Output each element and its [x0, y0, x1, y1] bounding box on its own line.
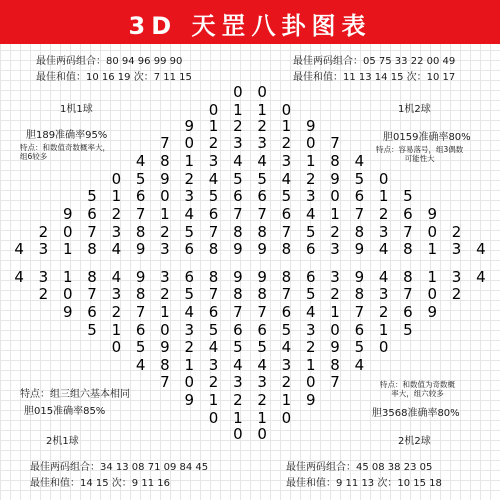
- top-left-best-sums: 最佳和值：10 16 19 次：7 11 15: [36, 72, 192, 83]
- diamond-digit: 4: [233, 356, 243, 374]
- diamond-digit: 8: [330, 356, 340, 374]
- diamond-digit: 9: [354, 268, 365, 286]
- diamond-digit: 6: [281, 205, 292, 223]
- diamond-digit: 3: [257, 134, 267, 152]
- diamond-digit: 2: [378, 303, 389, 321]
- diamond-digit: 0: [378, 338, 389, 356]
- diamond-digit: 1: [233, 101, 243, 119]
- diamond-digit: 2: [305, 338, 316, 356]
- diamond-digit: 6: [233, 321, 243, 339]
- diamond-digit: 9: [257, 240, 267, 258]
- diamond-digit: 1: [257, 409, 267, 427]
- diamond-digit: 8: [354, 285, 365, 303]
- diamond-digit: 3: [208, 152, 219, 170]
- diamond-digit: 9: [257, 268, 267, 286]
- diamond-digit: 7: [330, 373, 340, 391]
- diamond-digit: 6: [135, 187, 146, 205]
- diamond-digit: 9: [135, 240, 146, 258]
- diamond-digit: 0: [427, 223, 438, 241]
- diamond-digit: 6: [184, 268, 195, 286]
- top-right-bile-rate: 胆0159准确率80%: [383, 132, 471, 143]
- diamond-digit: 4: [257, 152, 267, 170]
- diamond-digit: 4: [281, 338, 292, 356]
- diamond-digit: 5: [135, 338, 146, 356]
- diamond-digit: 7: [403, 285, 413, 303]
- diamond-digit: 1: [62, 268, 73, 286]
- diamond-digit: 0: [330, 321, 340, 339]
- diamond-digit: 7: [135, 205, 146, 223]
- diamond-digit: 4: [476, 240, 486, 258]
- diamond-digit: 1: [427, 240, 438, 258]
- diamond-digit: 3: [281, 152, 292, 170]
- diamond-digit: 2: [38, 223, 49, 241]
- diamond-digit: 1: [233, 409, 243, 427]
- diamond-digit: 2: [305, 170, 316, 188]
- diamond-digit: 1: [257, 101, 267, 119]
- diamond-digit: 7: [354, 303, 365, 321]
- diamond-digit: 0: [184, 373, 195, 391]
- diamond-digit: 3: [305, 321, 316, 339]
- diamond-digit: 8: [233, 223, 243, 241]
- page-title: 3D 天罡八卦图表: [128, 12, 372, 40]
- diamond-digit: 0: [184, 134, 195, 152]
- top-left-machine-ball: 1机1球: [60, 104, 93, 115]
- diamond-digit: 2: [281, 134, 292, 152]
- diamond-digit: 9: [135, 268, 146, 286]
- diamond-digit: 4: [354, 152, 365, 170]
- top-left-best-pairs: 最佳两码组合：80 94 96 99 90: [36, 56, 183, 67]
- diamond-digit: 9: [233, 240, 243, 258]
- diamond-digit: 3: [378, 285, 389, 303]
- diamond-digit: 9: [62, 205, 73, 223]
- bottom-right-bile-rate: 胆3568准确率80%: [372, 408, 460, 419]
- diamond-digit: 4: [305, 303, 316, 321]
- diamond-digit: 0: [257, 425, 267, 443]
- diamond-digit: 9: [160, 170, 170, 188]
- diamond-digit: 8: [160, 152, 170, 170]
- diamond-digit: 4: [111, 240, 122, 258]
- diamond-digit: 5: [184, 223, 195, 241]
- diamond-digit: 9: [305, 117, 316, 135]
- diamond-digit: 0: [111, 338, 122, 356]
- diamond-digit: 5: [281, 187, 292, 205]
- diamond-digit: 7: [208, 285, 219, 303]
- diamond-digit: 6: [87, 205, 97, 223]
- diamond-digit: 6: [354, 187, 365, 205]
- diamond-digit: 2: [160, 223, 170, 241]
- diamond-digit: 2: [160, 285, 170, 303]
- diamond-digit: 8: [257, 223, 267, 241]
- bottom-left-bile-rate: 胆015准确率85%: [24, 406, 106, 417]
- diamond-digit: 0: [305, 373, 316, 391]
- diamond-digit: 2: [451, 223, 462, 241]
- diamond-digit: 0: [257, 83, 267, 101]
- diamond-digit: 4: [184, 303, 195, 321]
- diamond-digit: 0: [62, 285, 73, 303]
- diamond-digit: 5: [233, 170, 243, 188]
- diamond-digit: 8: [208, 268, 219, 286]
- diamond-digit: 8: [403, 240, 413, 258]
- diamond-digit: 5: [354, 338, 365, 356]
- bottom-right-machine-ball: 2机2球: [398, 436, 431, 447]
- diamond-digit: 6: [135, 321, 146, 339]
- diamond-digit: 2: [330, 223, 340, 241]
- diamond-digit: 5: [233, 338, 243, 356]
- bottom-left-machine-ball: 2机1球: [46, 436, 79, 447]
- diamond-digit: 8: [281, 268, 292, 286]
- bottom-left-feature: 特点：组三组六基本相同: [20, 389, 130, 400]
- diamond-digit: 1: [208, 117, 219, 135]
- diamond-digit: 0: [378, 170, 389, 188]
- diamond-digit: 3: [160, 240, 170, 258]
- diamond-digit: 3: [233, 134, 243, 152]
- diamond-digit: 5: [354, 170, 365, 188]
- diamond-digit: 4: [305, 205, 316, 223]
- diamond-digit: 5: [305, 223, 316, 241]
- diamond-digit: 2: [233, 391, 243, 409]
- bottom-right-feature: 特点：和数值为奇数概 率大，组六较多: [380, 380, 455, 398]
- diamond-digit: 7: [208, 223, 219, 241]
- diamond-digit: 2: [281, 373, 292, 391]
- diamond-digit: 0: [281, 409, 292, 427]
- diamond-digit: 7: [354, 205, 365, 223]
- diamond-digit: 0: [208, 101, 219, 119]
- diamond-digit: 3: [330, 240, 340, 258]
- diamond-digit: 1: [62, 240, 73, 258]
- diamond-digit: 1: [160, 303, 170, 321]
- diamond-digit: 6: [208, 303, 219, 321]
- diamond-digit: 6: [403, 205, 413, 223]
- diamond-digit: 8: [87, 268, 97, 286]
- top-left-bile-rate: 胆189准确率95%: [26, 130, 108, 141]
- diamond-digit: 4: [378, 240, 389, 258]
- diamond-digit: 4: [135, 356, 146, 374]
- diamond-digit: 9: [184, 391, 195, 409]
- diamond-digit: 6: [257, 321, 267, 339]
- diamond-digit: 6: [233, 187, 243, 205]
- diamond-digit: 5: [135, 170, 146, 188]
- diamond-digit: 1: [208, 391, 219, 409]
- diamond-digit: 7: [233, 205, 243, 223]
- diamond-digit: 0: [160, 187, 170, 205]
- diamond-digit: 1: [281, 117, 292, 135]
- top-right-machine-ball: 1机2球: [398, 104, 431, 115]
- diamond-digit: 5: [257, 170, 267, 188]
- diamond-digit: 1: [378, 187, 389, 205]
- diamond-digit: 3: [38, 240, 49, 258]
- diamond-digit: 4: [135, 152, 146, 170]
- diamond-digit: 3: [233, 373, 243, 391]
- diamond-digit: 6: [184, 240, 195, 258]
- diamond-digit: 8: [354, 223, 365, 241]
- diamond-digit: 7: [87, 223, 97, 241]
- diamond-digit: 9: [427, 205, 438, 223]
- diamond-digit: 3: [378, 223, 389, 241]
- diamond-digit: 5: [257, 338, 267, 356]
- diamond-digit: 1: [160, 205, 170, 223]
- diamond-digit: 7: [257, 205, 267, 223]
- diamond-digit: 8: [135, 223, 146, 241]
- title-banner: [0, 0, 500, 44]
- diamond-digit: 3: [257, 373, 267, 391]
- diamond-digit: 9: [330, 338, 340, 356]
- diamond-digit: 2: [257, 391, 267, 409]
- diamond-digit: 8: [403, 268, 413, 286]
- diamond-digit: 3: [305, 187, 316, 205]
- top-right-feature: 特点：容易落号，组3偶数 可能性大: [376, 145, 464, 163]
- diamond-digit: 3: [208, 356, 219, 374]
- diamond-digit: 6: [257, 187, 267, 205]
- bottom-left-best-sums: 最佳和值：14 15 次：9 11 16: [30, 478, 170, 489]
- diamond-digit: 0: [111, 170, 122, 188]
- diamond-digit: 2: [208, 134, 219, 152]
- diamond-digit: 2: [111, 303, 122, 321]
- diamond-digit: 7: [135, 303, 146, 321]
- diamond-digit: 5: [403, 321, 413, 339]
- diamond-digit: 5: [208, 321, 219, 339]
- diamond-digit: 9: [62, 303, 73, 321]
- diamond-digit: 0: [208, 409, 219, 427]
- diamond-digit: 7: [403, 223, 413, 241]
- diamond-digit: 3: [111, 285, 122, 303]
- diamond-digit: 2: [330, 285, 340, 303]
- diamond-digit: 1: [330, 303, 340, 321]
- diamond-digit: 2: [378, 205, 389, 223]
- diamond-digit: 7: [87, 285, 97, 303]
- diamond-digit: 1: [305, 356, 316, 374]
- diamond-digit: 4: [14, 268, 24, 286]
- diamond-digit: 4: [111, 268, 122, 286]
- diamond-digit: 1: [111, 187, 122, 205]
- diamond-digit: 8: [160, 356, 170, 374]
- diamond-digit: 1: [305, 152, 316, 170]
- diamond-digit: 8: [87, 240, 97, 258]
- diamond-digit: 1: [281, 391, 292, 409]
- diamond-digit: 3: [451, 268, 462, 286]
- bottom-right-best-pairs: 最佳两码组合：45 08 38 23 05: [286, 462, 433, 473]
- diamond-digit: 9: [233, 268, 243, 286]
- diamond-digit: 8: [233, 285, 243, 303]
- diamond-digit: 4: [14, 240, 24, 258]
- diamond-digit: 2: [184, 338, 195, 356]
- diamond-digit: 4: [257, 356, 267, 374]
- diamond-digit: 6: [281, 303, 292, 321]
- diamond-digit: 0: [281, 101, 292, 119]
- diamond-digit: 3: [184, 321, 195, 339]
- diamond-digit: 9: [160, 338, 170, 356]
- diamond-digit: 4: [208, 170, 219, 188]
- diamond-digit: 6: [403, 303, 413, 321]
- diamond-digit: 5: [305, 285, 316, 303]
- diamond-digit: 5: [208, 187, 219, 205]
- diamond-digit: 5: [281, 321, 292, 339]
- diamond-digit: 6: [305, 268, 316, 286]
- diamond-digit: 6: [208, 205, 219, 223]
- diamond-digit: 4: [281, 170, 292, 188]
- diamond-digit: 0: [305, 134, 316, 152]
- diamond-digit: 4: [233, 152, 243, 170]
- diamond-digit: 9: [330, 170, 340, 188]
- diamond-digit: 7: [281, 223, 292, 241]
- top-right-best-pairs: 最佳两码组合：05 75 33 22 00 49: [293, 56, 456, 67]
- diamond-digit: 3: [330, 268, 340, 286]
- diamond-digit: 0: [330, 187, 340, 205]
- diamond-digit: 9: [184, 117, 195, 135]
- diamond-digit: 8: [330, 152, 340, 170]
- bottom-right-best-sums: 最佳和值：9 11 13 次：10 15 18: [286, 478, 442, 489]
- diamond-digit: 6: [354, 321, 365, 339]
- diamond-digit: 3: [111, 223, 122, 241]
- diamond-digit: 5: [403, 187, 413, 205]
- diamond-digit: 1: [184, 356, 195, 374]
- diamond-digit: 5: [87, 187, 97, 205]
- diamond-digit: 6: [87, 303, 97, 321]
- diamond-digit: 5: [184, 285, 195, 303]
- diamond-digit: 2: [38, 285, 49, 303]
- diamond-digit: 7: [257, 303, 267, 321]
- diamond-digit: 6: [305, 240, 316, 258]
- diamond-digit: 2: [257, 117, 267, 135]
- diamond-digit: 9: [305, 391, 316, 409]
- diamond-digit: 4: [354, 356, 365, 374]
- top-left-feature: 特点：和数值奇数概率大， 组6较多: [20, 143, 110, 161]
- diamond-digit: 9: [427, 303, 438, 321]
- diamond-digit: 7: [160, 373, 170, 391]
- diamond-digit: 5: [87, 321, 97, 339]
- diamond-digit: 4: [208, 338, 219, 356]
- diamond-digit: 1: [330, 205, 340, 223]
- diamond-digit: 4: [184, 205, 195, 223]
- diamond-digit: 3: [451, 240, 462, 258]
- diamond-digit: 8: [208, 240, 219, 258]
- top-right-best-sums: 最佳和值：11 13 14 15 次：10 17: [293, 72, 456, 83]
- diamond-digit: 1: [427, 268, 438, 286]
- diamond-digit: 0: [160, 321, 170, 339]
- diamond-digit: 4: [378, 268, 389, 286]
- diamond-digit: 7: [330, 134, 340, 152]
- diamond-digit: 3: [184, 187, 195, 205]
- bottom-left-best-pairs: 最佳两码组合：34 13 08 71 09 84 45: [30, 462, 209, 473]
- diamond-digit: 0: [233, 83, 243, 101]
- diamond-digit: 1: [378, 321, 389, 339]
- diamond-digit: 1: [111, 321, 122, 339]
- diamond-digit: 0: [62, 223, 73, 241]
- diamond-digit: 2: [451, 285, 462, 303]
- diamond-digit: 2: [111, 205, 122, 223]
- diamond-digit: 0: [233, 425, 243, 443]
- diamond-digit: 8: [257, 285, 267, 303]
- diamond-digit: 4: [476, 268, 486, 286]
- diamond-digit: 8: [281, 240, 292, 258]
- diamond-digit: 7: [281, 285, 292, 303]
- diamond-digit: 2: [233, 117, 243, 135]
- diamond-digit: 2: [184, 170, 195, 188]
- diamond-digit: 3: [38, 268, 49, 286]
- diamond-digit: 8: [135, 285, 146, 303]
- diamond-digit: 9: [354, 240, 365, 258]
- diamond-digit: 7: [233, 303, 243, 321]
- diamond-digit: 0: [427, 285, 438, 303]
- diamond-digit: 3: [281, 356, 292, 374]
- diamond-digit: 1: [184, 152, 195, 170]
- diamond-digit: 3: [160, 268, 170, 286]
- diamond-digit: 2: [208, 373, 219, 391]
- diamond-digit: 7: [160, 134, 170, 152]
